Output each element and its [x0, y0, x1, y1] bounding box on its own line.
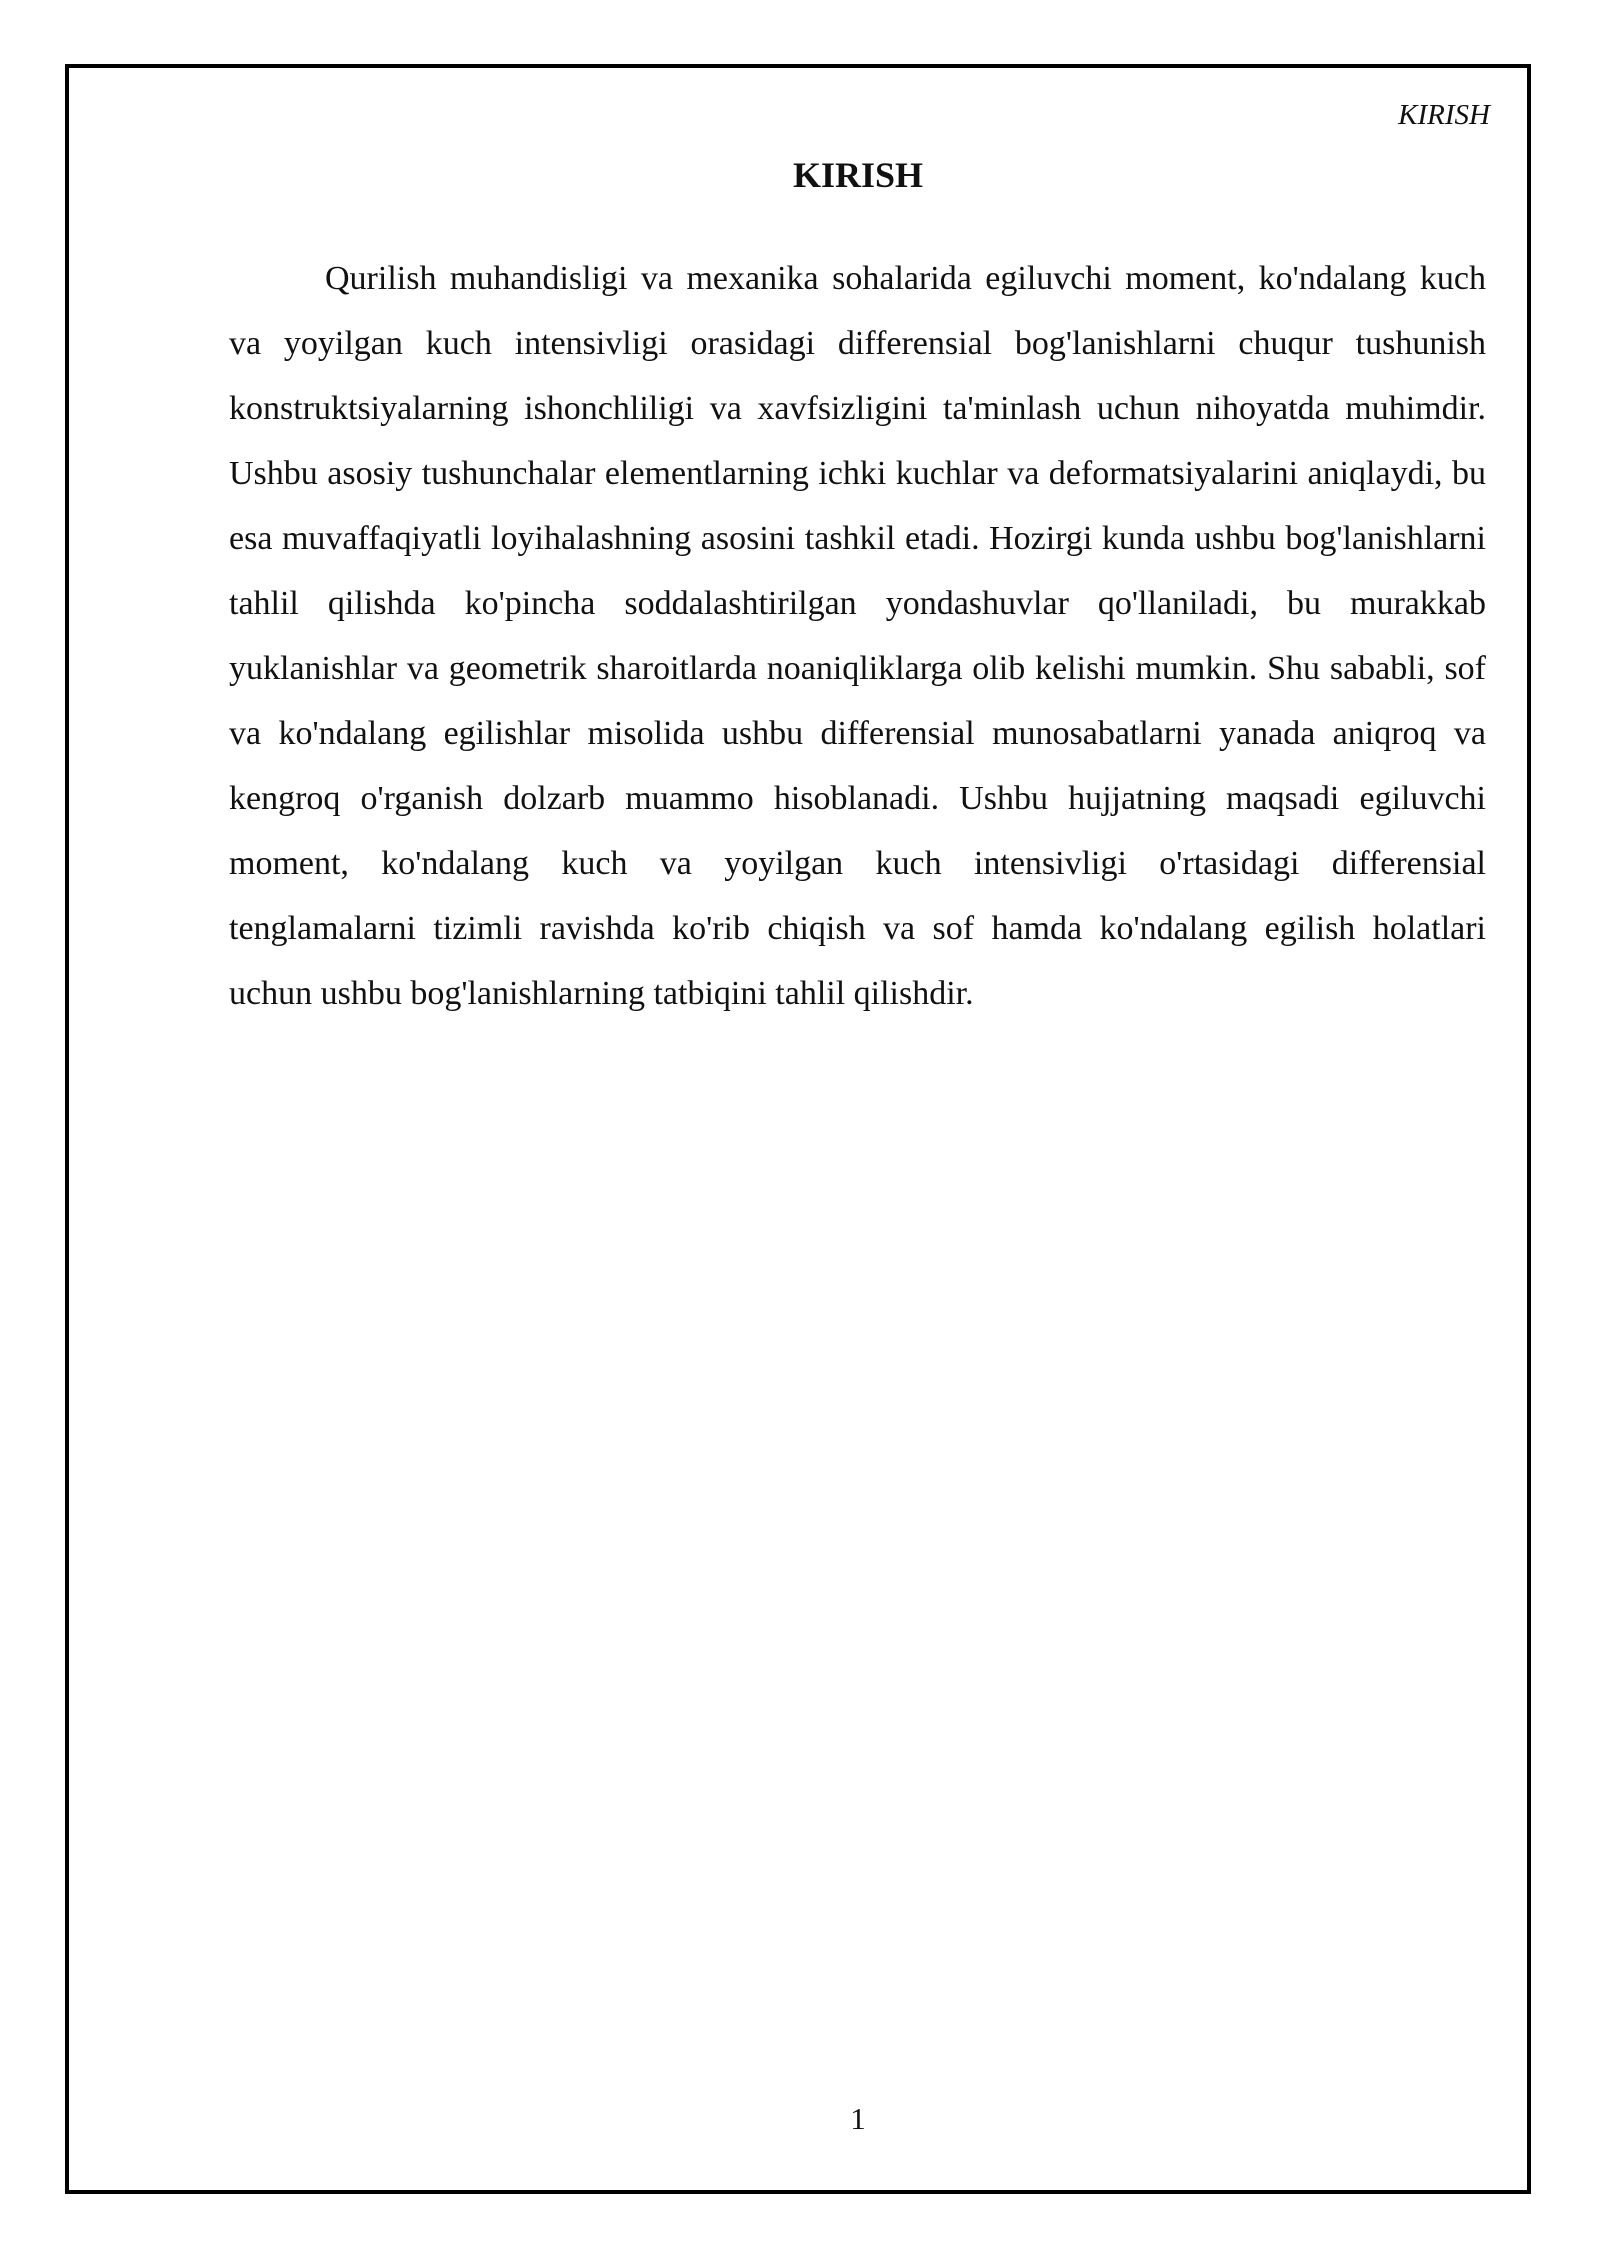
running-header: KIRISH — [1398, 99, 1490, 131]
page-title: KIRISH — [792, 155, 924, 195]
page-number: 1 — [850, 2101, 866, 2136]
body-paragraph: Qurilish muhandisligi va mexanika sohalarida egiluvchi moment, ko'ndalang kuch va yoyilgan kuch intensivligi orasidagi differensial bog'lanishlarni chuqur tushunish konstruktsiyalarning ishonchliligi va xavfsizligini ta'minlash uchun nihoyatda muhimdir. Ushbu asosiy tushunchalar elementlarning ichki kuchlar va deformatsiyalarini aniqlaydi, bu esa muvaffaqiyatli loyihalashning asosini tashkil etadi. Hozirgi kunda ushbu bog'lanishlarni tahlil qilishda ko'pincha soddalashtirilgan yondashuvlar qo'llaniladi, bu murakkab yuklanishlar va geometrik sharoitlarda noaniqliklarga olib kelishi mumkin. Shu sababli, sof va ko'ndalang egilishlar misolida ushbu differensial munosabatlarni yanada aniqroq va kengroq o'rganish dolzarb muammo hisoblanadi. Ushbu hujjatning maqsadi egiluvchi moment, ko'ndalang kuch va yoyilgan kuch intensivligi o'rtasidagi differensial tenglamalarni tizimli ravishda ko'rib chiqish va sof hamda ko'ndalang egilish holatlari uchun ushbu bog'lanishlarning tatbiqini tahlil qilishdir. — [229, 260, 1486, 1012]
